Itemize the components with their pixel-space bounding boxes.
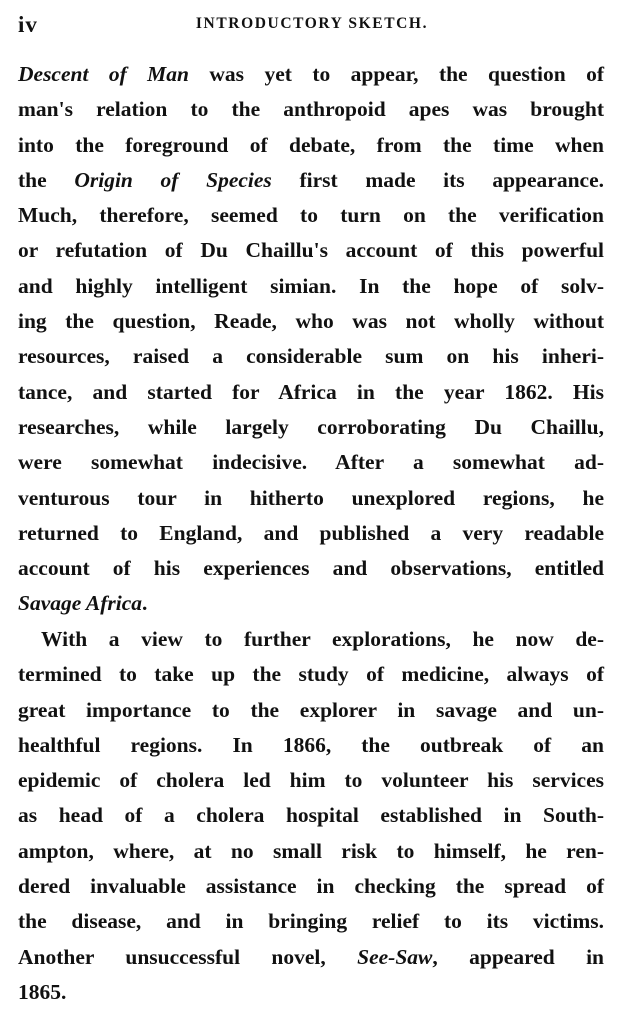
paragraph-1 [18,57,604,622]
running-title: INTRODUCTORY SKETCH. [195,15,429,32]
text-line: into the foreground of debate, from the time when [18,132,604,157]
text-line: and highly intelligent simian. In the hope of solv- [18,273,604,298]
book-title: See-Saw [357,944,433,969]
running-head [18,12,606,42]
text-line: returned to England, and published a very readable [18,520,604,545]
text-line: were somewhat indecisive. After a somewhat ad- [18,450,604,475]
text-line: ing the question, Reade, who was not wholly without [18,309,604,334]
text-line: dered invaluable assistance in checking the spread of [18,874,604,899]
text-line: or refutation of Du Chaillu's account of this powerful [18,238,604,263]
text-line: tance, and started for Africa in the year 1862. His [18,379,604,404]
text-line: With a view to further explorations, he now de- [41,627,604,651]
text-line: healthful regions. In 1866, the outbreak of an [18,732,604,757]
text-line: Savage Africa. [18,591,148,616]
text-line: Much, therefore, seemed to turn on the verification [18,203,604,228]
text-line: account of his experiences and observations, entitled [18,556,604,581]
book-title: Savage Africa [18,591,143,616]
text-line: researches, while largely corroborating Du Chaillu, [18,414,604,439]
text-line: Another unsuccessful novel, See-Saw, appeared in [18,944,605,969]
text-line: termined to take up the study of medicine, always of [18,662,604,687]
book-title: Origin of Species [74,167,272,192]
text-line: venturous tour in hitherto unexplored regions, he [18,485,604,510]
text-line: ampton, where, at no small risk to himself, he ren- [18,838,604,863]
text-line: the disease, and in bringing relief to its victims. [18,909,604,934]
page-number: iv [18,12,38,37]
text-line: the Origin of Species first made its appearance. [18,167,604,192]
text-line: great importance to the explorer in savage and un- [18,697,604,722]
book-title: Descent of Man [18,62,189,86]
text-line: resources, raised a considerable sum on his inheri- [18,344,604,369]
text-line: as head of a cholera hospital established in South- [18,803,604,828]
text-line: 1865. [18,979,67,1004]
paragraph-2 [18,622,604,1010]
text-line: man's relation to the anthropoid apes was brought [18,97,604,122]
text-line: Descent of Man was yet to appear, the question of [18,62,604,86]
text-line: epidemic of cholera led him to volunteer his services [18,768,604,793]
